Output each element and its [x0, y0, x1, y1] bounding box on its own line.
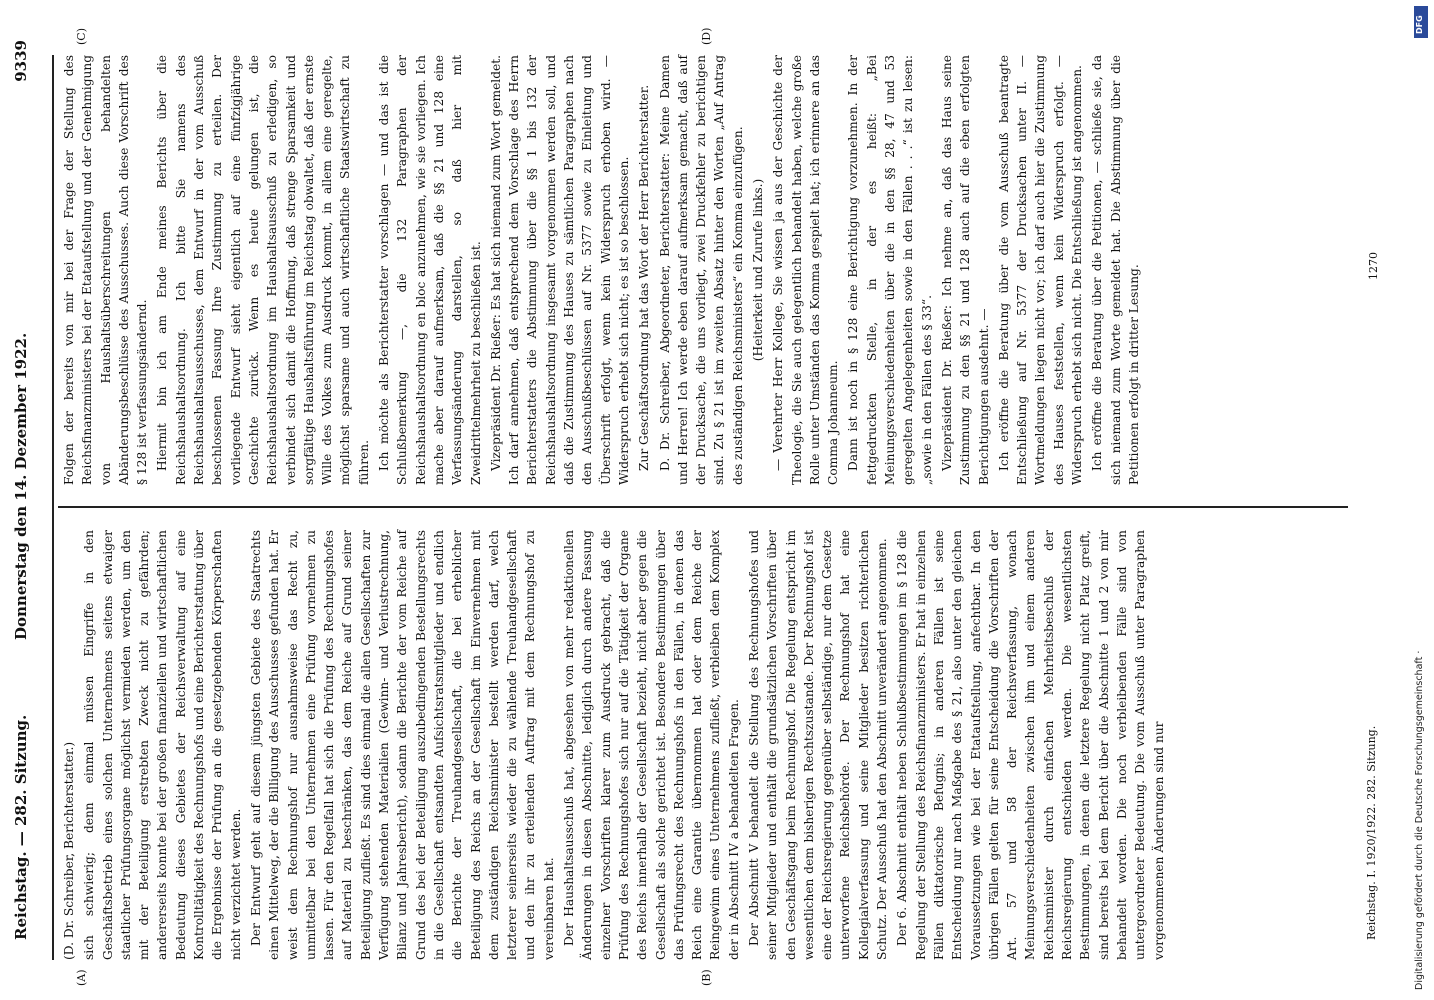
header-left: Reichstag. — 282. Sitzung. [12, 714, 30, 940]
interjection: (Heiterkeit und Zurufe links.) [750, 178, 765, 362]
header-rule [52, 55, 54, 960]
paragraph: Folgen der bereits von mir bei der Frage der Stellung des Reichsfinanzministers bei der Etataufstellung und der Genehmigung von Haushaltsüberschreitungen behandelten Abänderungsbeschlüsse des Ausschusses. Auch diese Vorschrift des § 128 ist verfassungsändernd. [62, 55, 150, 485]
paragraph: — Verehrter Herr Kollege, Sie wissen ja aus der Geschichte der Theologie, die Sie auch gelegentlich behandelt haben, welche große Rolle unter Umständen das Komma gespielt hat; ich erinnere an das Comma Johanneum. [771, 55, 841, 485]
paragraph: Ich eröffne die Beratung über die vom Ausschuß beantragte Entschließung auf Nr. 5377 der Drucksachen unter II. — Wortmeldungen liegen nicht vor; ich darf auch hier die Zustimmung des Hauses feststellen, wenn kein Widerspruch erfolgt. — Widerspruch erhebt sich nicht. Die Entschließung ist angenommen. [996, 55, 1085, 485]
paragraph: D. Dr. Schreiber, Abgeordneter, Berichterstatter: Meine Damen und Herren! Ich werde eben darauf aufmerksam gemacht, daß auf der Drucksache, die uns vorliegt, zwei Druckfehler zu berichtigen sind. Zu § 21 ist im zweiten Absatz hinter den Worten „Auf Antrag des zuständigen Reichsministers“ ein Komma einzufügen. [657, 55, 745, 485]
paragraph: Der Haushaltsausschuß hat, abgesehen von mehr redaktionellen Änderungen in diesen Abschnitte, lediglich durch andere Fassung einzelner Vorschriften klarer zum Ausdruck gebracht, daß die Prüfung des Rechnungshofes sich nur auf die Tätigkeit der Organe des Reichs innerhalb der Gesellschaft bezieht, nicht aber gegen die Gesellschaft als solche gerichtet ist. Besondere Bestimmungen über das Prüfungsrecht des Rechnungshofs in den Fällen, in denen das Reich eine Garantie übernommen hat oder dem Reiche der Reingewinn eines Unternehmens zufließt, verbleiben dem Komplex der in Abschnitt IV a behandelten Fragen. [562, 530, 741, 960]
page-header [12, 40, 52, 940]
margin-mark-c: (C) [75, 28, 88, 45]
paragraph: Der Abschnitt V behandelt die Stellung des Rechnungshofes und seiner Mitglieder und enthält die grundsätzlichen Vorschriften über den Geschäftsgang beim Rechnungshof. Die Regelung entspricht im wesentlichen dem bisherigen Rechtszustande. Der Rechnungshof ist eine der Reichsregierung gegenüber selbständige, nur dem Gesetze unterworfene Reichsbehörde. Der Rechnungshof hat eine Kollegialverfassung und seine Mitglieder besitzen richterlichen Schutz. Der Ausschuß hat den Abschnitt unverändert angenommen. [746, 530, 890, 960]
footer-page-mark: 1270 [1367, 252, 1380, 280]
paragraph: Dann ist noch in § 128 eine Berichtigung vorzunehmen. In der fettgedruckten Stelle, in der es heißt: „Bei Meinungsverschiedenheiten über die in den §§ 28, 47 und 53 geregelten Angelegenheiten sowie in den Fällen . . .“ ist zu lesen: „sowie in den Fällen des § 33“. [846, 55, 934, 485]
dfg-logo: DFG [1414, 6, 1428, 38]
paragraph: Vizepräsident Dr. Rießer: Es hat sich niemand zum Wort gemeldet. Ich darf annehmen, daß entsprechend dem Vorschlage des Herrn Berichterstatters die Abstimmung über die §§ 1 bis 132 der Reichshaushaltsordnung insgesamt vorgenommen werden soll, und daß die Zustimmung des Hauses zu sämtlichen Paragraphen nach den Ausschußbeschlüssen auf Nr. 5377 sowie zu Einleitung und Überschrift erfolgt, wenn kein Widerspruch erhoben wird. — Widerspruch erhebt sich nicht; es ist so beschlossen. [488, 55, 631, 485]
paragraph: Hiermit bin ich am Ende meines Berichts über die Reichshaushaltsordnung. Ich bitte Sie namens des Reichshaushaltsausschusses, dem Entwurf in der vom Ausschuß beschlossenen Fassung Ihre Zustimmung zu erteilen. Der vorliegende Entwurf sieht eigentlich auf eine fünfzigjährige Geschichte zurück. Wenn es heute gelungen ist, die Reichshaushaltsordnung im Haushaltsausschuß zu erledigen, so verbindet sich damit die Hoffnung, daß strenge Sparsamkeit und sorgfältige Haushaltsführung im Reichstag obwaltet, daß der ernste Wille des Volkes zum Ausdruck kommt, in allem eine geregelte, möglichst sparsame und auch wirtschaftliche Staatswirtschaft zu führen. [155, 55, 371, 485]
paragraph: sich schwierig; denn einmal müssen Eingriffe in den Geschäftsbetrieb eines solchen Unternehmens seitens etwaiger staatlicher Prüfungsorgane möglichst vermieden werden, um den mit der Beteiligung erstrebten Zweck nicht zu gefährden; andererseits konnte bei der großen finanziellen und wirtschaftlichen Bedeutung dieses Gebietes der Reichsverwaltung auf eine Kontrolltätigkeit des Rechnungshofs und eine Berichterstattung über die Ergebnisse der Prüfung an die gesetzgebenden Körperschaften nicht verzichtet werden. [82, 530, 243, 960]
paragraph: Ich möchte als Berichterstatter vorschlagen — und das ist die Schlußbemerkung —, die 132 Paragraphen der Reichshaushaltsordnung en bloc anzunehmen, wie sie vorliegen. Ich mache aber darauf aufmerksam, daß die §§ 21 und 128 eine Verfassungsänderung darstellen, so daß hier mit Zweidrittelmehrheit zu beschließen ist. [377, 55, 483, 485]
margin-mark-a: (A) [75, 969, 88, 986]
paragraph: Vizepräsident Dr. Rießer: Ich nehme an, daß das Haus seine Zustimmung zu den §§ 21 und 128 auch auf die eben erfolgten Berichtigungen ausdehnt. — [939, 55, 991, 485]
paragraph: Der 6. Abschnitt enthält neben Schlußbestimmungen im § 128 die Regelung der Stellung des Reichsfinanzministers. Er hat in einzelnen Fällen diktatorische Befugnis; in anderen Fällen ist seine Entscheidung nur nach Maßgabe des § 21, also unter den gleichen Voraussetzungen wie bei der Etataufstellung, anfechtbar. In den übrigen Fällen gelten für seine Entscheidung die Vorschriften der Art. 57 und 58 der Reichsverfassung, wonach Meinungsverschiedenheiten zwischen ihm und einem anderen Reichsminister durch einfachen Mehrheitsbeschluß der Reichsregierung entschieden werden. Die wesentlichsten Bestimmungen, in denen die letztere Regelung nicht Platz greift, sind bereits bei dem Bericht über die Abschnitte 1 und 2 von mir behandelt worden. Die noch verbleibenden Fälle sind von untergeordneter Bedeutung. Die vom Ausschuß unter Paragraphen vorgenommenen Änderungen sind nur [895, 530, 1166, 960]
margin-mark-d: (D) [700, 27, 713, 45]
paragraph: Ich eröffne die Beratung über die Petitionen, — schließe sie, da sich niemand zum Worte gemeldet hat. Die Abstimmung über die Petitionen erfolgt in dritter Lesung. [1090, 55, 1141, 485]
speaker-line: (D. Dr. Schreiber, Berichterstatter.) [62, 741, 76, 960]
paragraph: Zur Geschäftsordnung hat das Wort der Herr Berichterstatter. [637, 84, 652, 471]
margin-mark-b: (B) [700, 969, 713, 986]
paragraph: Der Entwurf geht auf diesem jüngsten Gebiete des Staatrechts einen Mittelweg, der die Billigung des Ausschusses gefunden hat. Er weist dem Rechnungshof nur ausnahmsweise das Recht zu, unmittelbar bei den Unternehmen eine Prüfung vornehmen zu lassen. Für den Regelfall hat sich die Prüfung des Rechnungshofes auf Material zu beschränken, das dem Reiche auf Grund seiner Beteiligung zufließt. Es sind dies einmal die allen Gesellschaften zur Verfügung stehenden Materialien (Gewinn- und Verlustrechnung, Bilanz und Jahresbericht), sodann die Berichte der vom Reiche auf Grund des bei der Beteiligung auszubedingenden Bestellungsrechts in die Gesellschaft entsandten Aufsichtsratsmitglieder und endlich die Berichte der Treuhandgesellschaft, die bei erheblicher Beteiligung des Reichs an der Gesellschaft im Einvernehmen mit dem zuständigen Reichsminister bestellt werden darf, welch letzterer seinerseits wieder die zu wählende Treuhandgesellschaft und den ihr zu erteilenden Auftrag mit dem Rechnungshof zu vereinbaren hat. [248, 530, 556, 960]
column-divider [58, 506, 1348, 508]
header-date: Donnerstag den 14. Dezember 1922. [12, 332, 30, 640]
right-column [60, 55, 1145, 485]
funding-note: Digitalisierung gefördert durch die Deutsche Forschungsgemeinschaft · [1414, 650, 1425, 990]
page-number: 9339 [12, 40, 30, 82]
left-column [60, 530, 1170, 960]
page-footer: Reichstag. I. 1920/1922. 282. Sitzung. [1365, 725, 1378, 940]
funding-sidebar [1412, 0, 1434, 1000]
